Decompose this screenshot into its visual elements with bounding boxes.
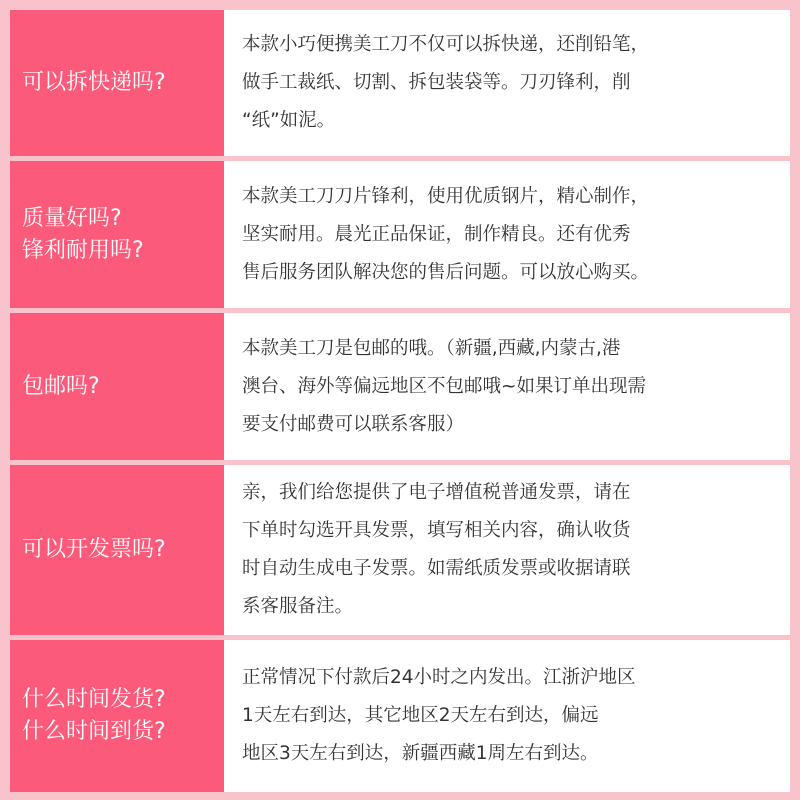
faq-row-quality	[10, 161, 790, 308]
answer-line: 亲，我们给您提供了电子增值税普通发票，请在	[242, 482, 631, 503]
faq-row-delivery-time	[10, 640, 790, 792]
answer-line: 本款美工刀是包邮的哦。（新疆,西藏,内蒙古,港	[242, 337, 621, 359]
answer-line: 售后服务团队解决您的售后问题。可以放心购买。	[242, 261, 650, 283]
faq-question	[10, 640, 224, 792]
faq-question	[10, 313, 224, 460]
answer-line: 正常情况下付款后24小时之内发出。江浙沪地区	[242, 667, 636, 688]
faq-question	[10, 10, 224, 156]
faq-row-invoice	[10, 465, 790, 635]
answer-line: 做手工裁纸、切割、拆包装袋等。刀刃锋利，削	[242, 72, 631, 93]
faq-question	[10, 465, 224, 635]
answer-line: 1天左右到达，其它地区2天左右到达，偏远	[242, 705, 599, 726]
answer-line: 系客服备注。	[242, 596, 354, 617]
faq-question	[10, 161, 224, 308]
faq-row-shipping-fee	[10, 313, 790, 460]
answer-line: 本款美工刀刀片锋利，使用优质钢片，精心制作，	[242, 185, 650, 207]
question-line: 可以开发票吗?	[22, 537, 166, 562]
answer-line: 澳台、海外等偏远地区不包邮哦~如果订单出现需	[242, 375, 647, 397]
answer-line: 下单时勾选开具发票，填写相关内容，确认收货	[242, 520, 631, 541]
question-line: 什么时间到货?	[22, 719, 166, 744]
faq-row-unboxing	[10, 10, 790, 156]
answer-line: 时自动生成电子发票。如需纸质发票或收据请联	[242, 558, 631, 579]
answer-line: 地区3天左右到达，新疆西藏1周左右到达。	[242, 743, 599, 764]
faq-answer	[224, 640, 790, 792]
answer-line: 本款小巧便携美工刀不仅可以拆快递，还削铅笔，	[242, 34, 650, 55]
faq-answer	[224, 313, 790, 460]
question-line: 什么时间发货?	[22, 687, 166, 712]
question-line: 可以拆快递吗?	[22, 70, 166, 95]
faq-answer	[224, 10, 790, 156]
answer-line: 坚实耐用。晨光正品保证，制作精良。还有优秀	[242, 223, 631, 245]
question-line: 质量好吗?	[22, 205, 122, 231]
answer-line: “纸”如泥。	[242, 110, 336, 131]
answer-line: 要支付邮费可以联系客服）	[242, 413, 465, 435]
faq-answer	[224, 465, 790, 635]
question-line: 锋利耐用吗?	[22, 237, 144, 263]
faq-answer	[224, 161, 790, 308]
question-line: 包邮吗?	[22, 373, 100, 399]
